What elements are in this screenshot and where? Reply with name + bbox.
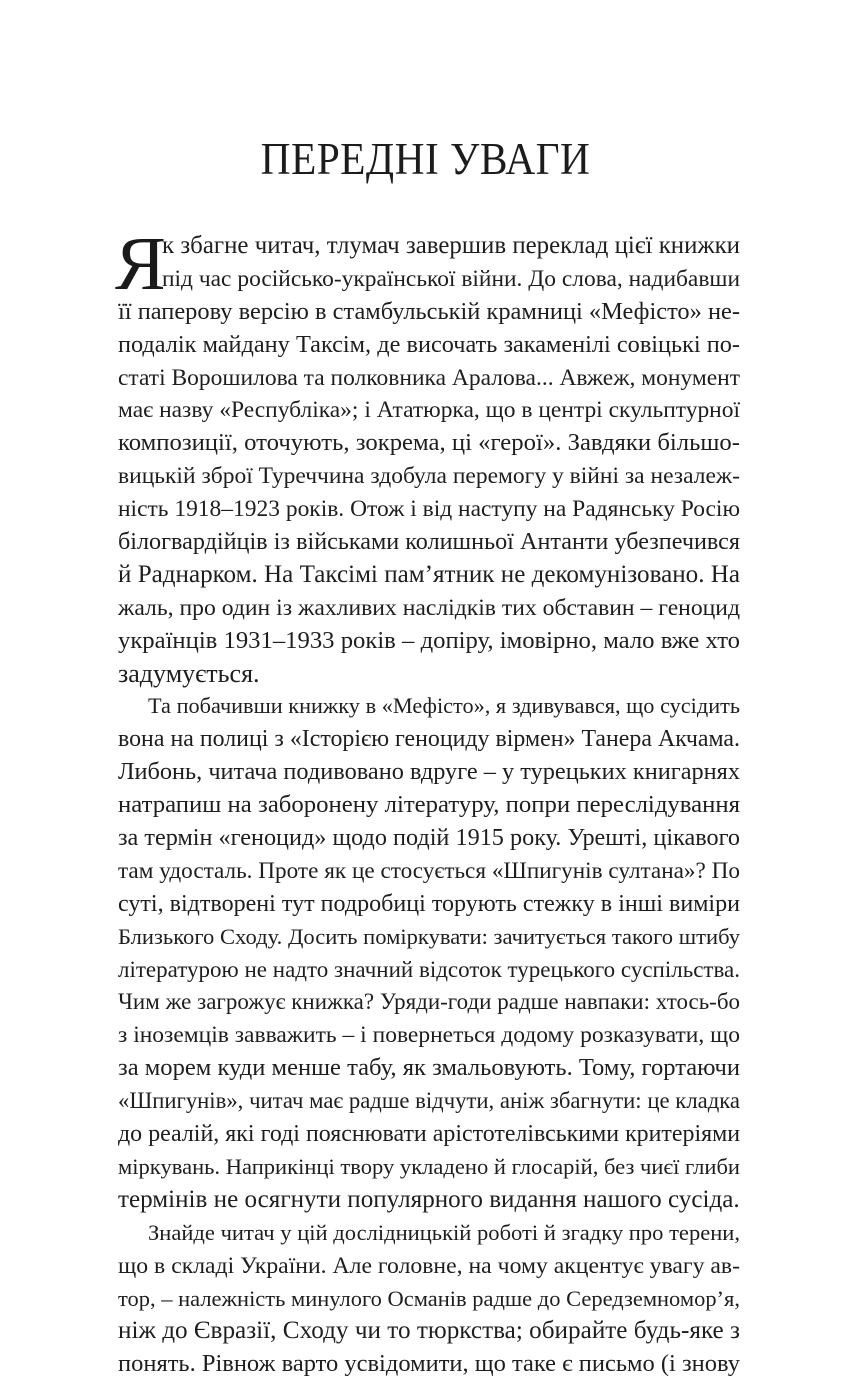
text-line: міркувань. Наприкінці твору укладено й глосарій, без чиєї глиби — [118, 1153, 740, 1179]
text-line: «Шпигунів», читач має радше відчути, аніж збагнути: це кладка — [118, 1088, 740, 1114]
text-line: жаль, про один із жахливих наслідків тих обставин – геноцид — [118, 594, 740, 621]
text-line: літературою не надто значний відсоток турецького суспільства. — [118, 956, 740, 982]
text-line: її паперову версію в стамбульській крамниці «Мефісто» не- — [118, 297, 740, 325]
text-line: за морем куди менше табу, як змальовують. Тому, гортаючи — [118, 1054, 740, 1082]
text-line: Чим же загрожує книжка? Уряди-годи радше навпаки: хтось-бо — [118, 989, 740, 1015]
text-line: за термін «геноцид» щодо подій 1915 року. Урешті, цікавого — [118, 824, 740, 852]
text-line: ніж до Євразії, Сходу чи то тюркства; обирайте будь-яке з — [118, 1317, 740, 1345]
text-line: композиції, оточують, зокрема, ці «герої». Завдяки більшо- — [118, 429, 740, 457]
text-line: статі Ворошилова та полковника Аралова... Авжеж, монумент — [118, 364, 740, 391]
text-line: й Раднарком. На Таксімі пам’ятник не декомунізовано. На — [118, 560, 740, 588]
text-line: ність 1918–1923 років. Отож і від наступу на Радянську Росію — [118, 496, 740, 523]
text-line: під час російсько-української війни. До слова, надибавши — [162, 265, 740, 292]
text-line: має назву «Республіка»; і Ататюрка, що в центрі скульптурної — [118, 397, 740, 424]
text-line: що в складі України. Але головне, на чому акцентує увагу ав- — [118, 1252, 740, 1279]
text-line: українців 1931–1933 років – допіру, імовірно, мало вже хто — [118, 626, 740, 654]
text-line: Либонь, читача подивовано вдруге – у турецьких книгарнях — [118, 758, 740, 786]
text-line: Знайде читач у цій дослідницькій роботі й згадку про терени, — [148, 1219, 740, 1245]
text-line: там удосталь. Проте як це стосується «Шпигунів султана»? По — [118, 857, 740, 884]
text-line: натрапиш на заборонену літературу, попри переслідування — [118, 791, 740, 819]
page-title: ПЕРЕДНІ УВАГИ — [260, 134, 591, 185]
text-line: к збагне читач, тлумач завершив переклад цієї книжки — [162, 232, 740, 259]
text-line: вона на полиці з «Історією геноциду вірмен» Танера Акчама. — [118, 726, 740, 753]
text-line: вицькій зброї Туреччина здобула перемогу у війні за незалеж- — [118, 463, 740, 490]
text-line: Близького Сходу. Досить поміркувати: зачитується такого штибу — [118, 923, 740, 949]
text-line: суті, відтворені тут подробиці торують стежку в інші виміри — [118, 890, 740, 917]
text-line: подалік майдану Таксім, де височать закаменілі совіцькі по- — [118, 330, 740, 358]
drop-cap: Я — [115, 222, 166, 306]
text-line: білогвардійців із військами колишньої Антанти убезпечився — [118, 528, 740, 556]
body-text — [115, 222, 740, 1381]
text-line: Та побачивши книжку в «Мефісто», я здивувався, що сусідить — [148, 693, 740, 719]
text-line: з іноземців завважить – і повернеться додому розказувати, що — [118, 1022, 740, 1049]
text-line: задумується. — [118, 658, 260, 688]
text-line: понять. Рівнож варто усвідомити, що таке є письмо (і знову — [118, 1350, 740, 1378]
text-line: термінів не осягнути популярного видання нашого сусіда. — [118, 1185, 740, 1213]
text-line: тор, – належність минулого Османів радше до Середземномор’я, — [118, 1285, 740, 1311]
text-line: до реалій, які годі пояснювати арістотелівськими критеріями — [118, 1121, 740, 1148]
